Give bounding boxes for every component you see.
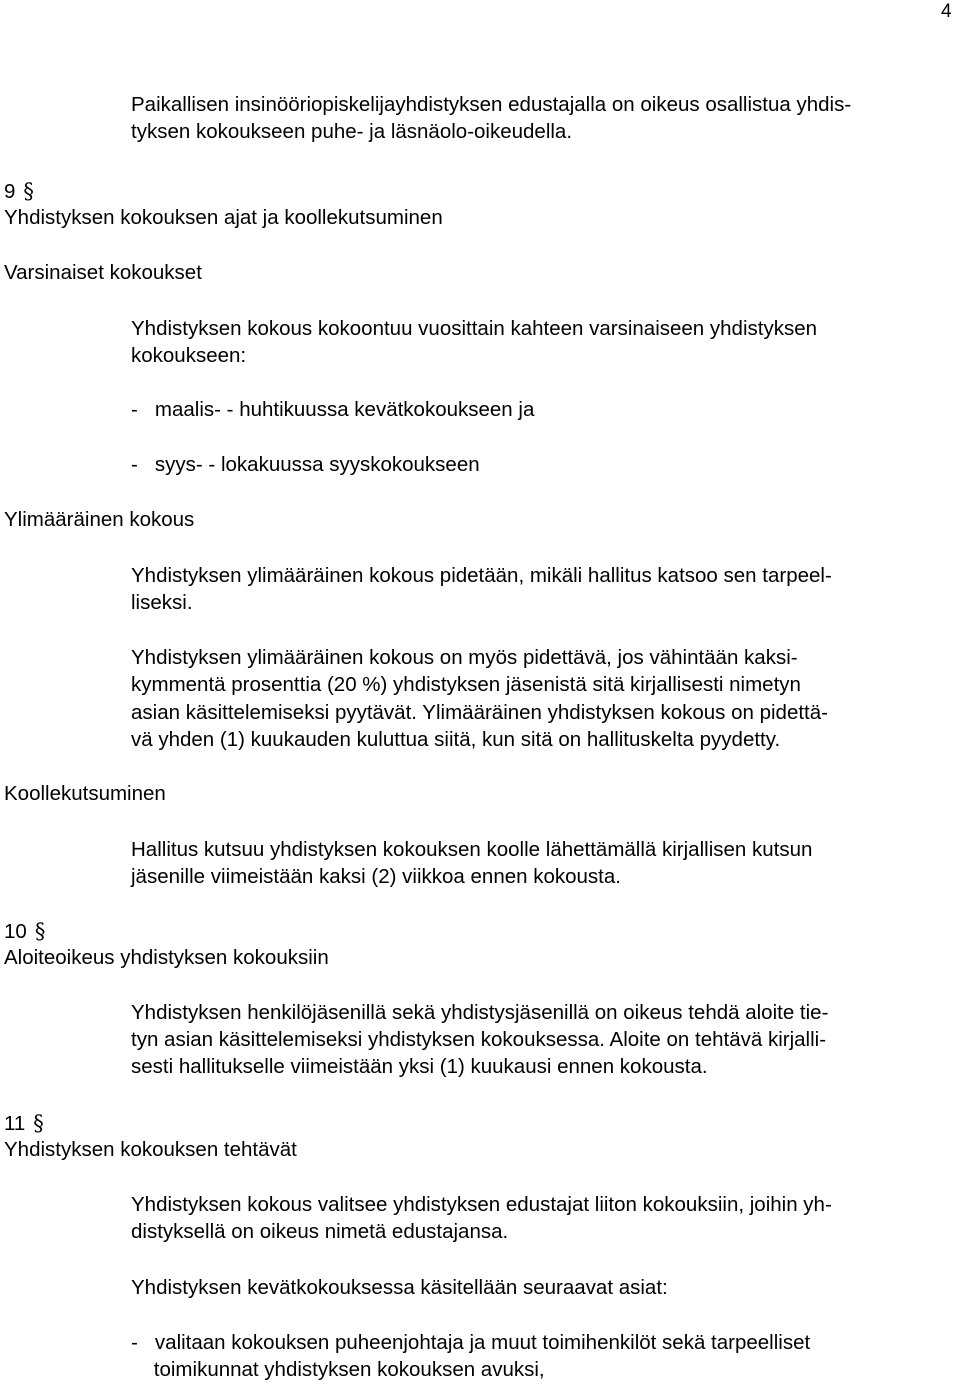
- extra-p2-line-1: Yhdistyksen ylimääräinen kokous on myös pidettävä, jos vähintään kaksi-: [131, 646, 798, 669]
- extra-p2-line-3: asian käsittelemiseksi pyytävät. Ylimääräinen yhdistyksen kokous on pidettä-: [131, 701, 828, 724]
- section-number: 11: [4, 1112, 26, 1135]
- list-item: - valitaan kokouksen puheenjohtaja ja muut toimihenkilöt sekä tarpeelliset: [131, 1331, 811, 1354]
- extra-p1-line-2: liseksi.: [131, 591, 193, 614]
- subheading-extra-meeting: Ylimääräinen kokous: [4, 508, 195, 531]
- section-11-title: Yhdistyksen kokouksen tehtävät: [4, 1138, 297, 1161]
- section-sign-icon: §: [33, 1111, 44, 1135]
- list-item: - syys- - lokakuussa syyskokoukseen: [131, 453, 480, 476]
- section-9-heading: [4, 178, 34, 206]
- section-number: 10: [4, 920, 27, 943]
- section-10-line-1: Yhdistyksen henkilöjäsenillä sekä yhdistysjäsenillä on oikeus tehdä aloite tie-: [131, 1001, 829, 1024]
- call-text-line-2: jäsenille viimeistään kaksi (2) viikkoa ennen kokousta.: [131, 865, 621, 888]
- section-11-heading: [4, 1110, 44, 1138]
- section-10-heading: [4, 918, 45, 946]
- section-11-p2: Yhdistyksen kevätkokouksessa käsitellään seuraavat asiat:: [131, 1276, 668, 1299]
- section-10-title: Aloiteoikeus yhdistyksen kokouksiin: [4, 946, 329, 969]
- section-11-p1-line-1: Yhdistyksen kokous valitsee yhdistyksen edustajat liiton kokouksiin, joihin yh-: [131, 1193, 832, 1216]
- section-number: 9: [4, 180, 16, 203]
- subheading-call: Koollekutsuminen: [4, 782, 166, 805]
- page-number: 4: [941, 1, 952, 22]
- section-sign-icon: §: [34, 919, 46, 943]
- extra-p2-line-4: vä yhden (1) kuukauden kuluttua siitä, kun sitä on hallituskelta pyydetty.: [131, 728, 781, 751]
- regular-text-line-1: Yhdistyksen kokous kokoontuu vuosittain kahteen varsinaiseen yhdistyksen: [131, 317, 818, 340]
- section-11-p1-line-2: distyksellä on oikeus nimetä edustajansa.: [131, 1220, 509, 1243]
- call-text-line-1: Hallitus kutsuu yhdistyksen kokouksen koolle lähettämällä kirjallisen kutsun: [131, 838, 813, 861]
- intro-line-1: Paikallisen insinööriopiskelijayhdistyksen edustajalla on oikeus osallistua yhdis-: [131, 93, 852, 116]
- extra-p1-line-1: Yhdistyksen ylimääräinen kokous pidetään, mikäli hallitus katsoo sen tarpeel-: [131, 564, 832, 587]
- intro-line-2: tyksen kokoukseen puhe- ja läsnäolo-oikeudella.: [131, 120, 573, 143]
- section-10-line-2: tyn asian käsittelemiseksi yhdistyksen kokouksessa. Aloite on tehtävä kirjalli-: [131, 1028, 827, 1051]
- extra-p2-line-2: kymmentä prosenttia (20 %) yhdistyksen jäsenistä sitä kirjallisesti nimetyn: [131, 673, 801, 696]
- list-item: - maalis- - huhtikuussa kevätkokoukseen ja: [131, 398, 535, 421]
- section-10-line-3: sesti hallitukselle viimeistään yksi (1) kuukausi ennen kokousta.: [131, 1055, 708, 1078]
- section-sign-icon: §: [23, 179, 34, 203]
- list-item: toimikunnat yhdistyksen kokouksen avuksi,: [131, 1358, 545, 1381]
- regular-text-line-2: kokoukseen:: [131, 344, 247, 367]
- subheading-regular-meetings: Varsinaiset kokoukset: [4, 261, 202, 284]
- section-9-title: Yhdistyksen kokouksen ajat ja koollekutsuminen: [4, 206, 443, 229]
